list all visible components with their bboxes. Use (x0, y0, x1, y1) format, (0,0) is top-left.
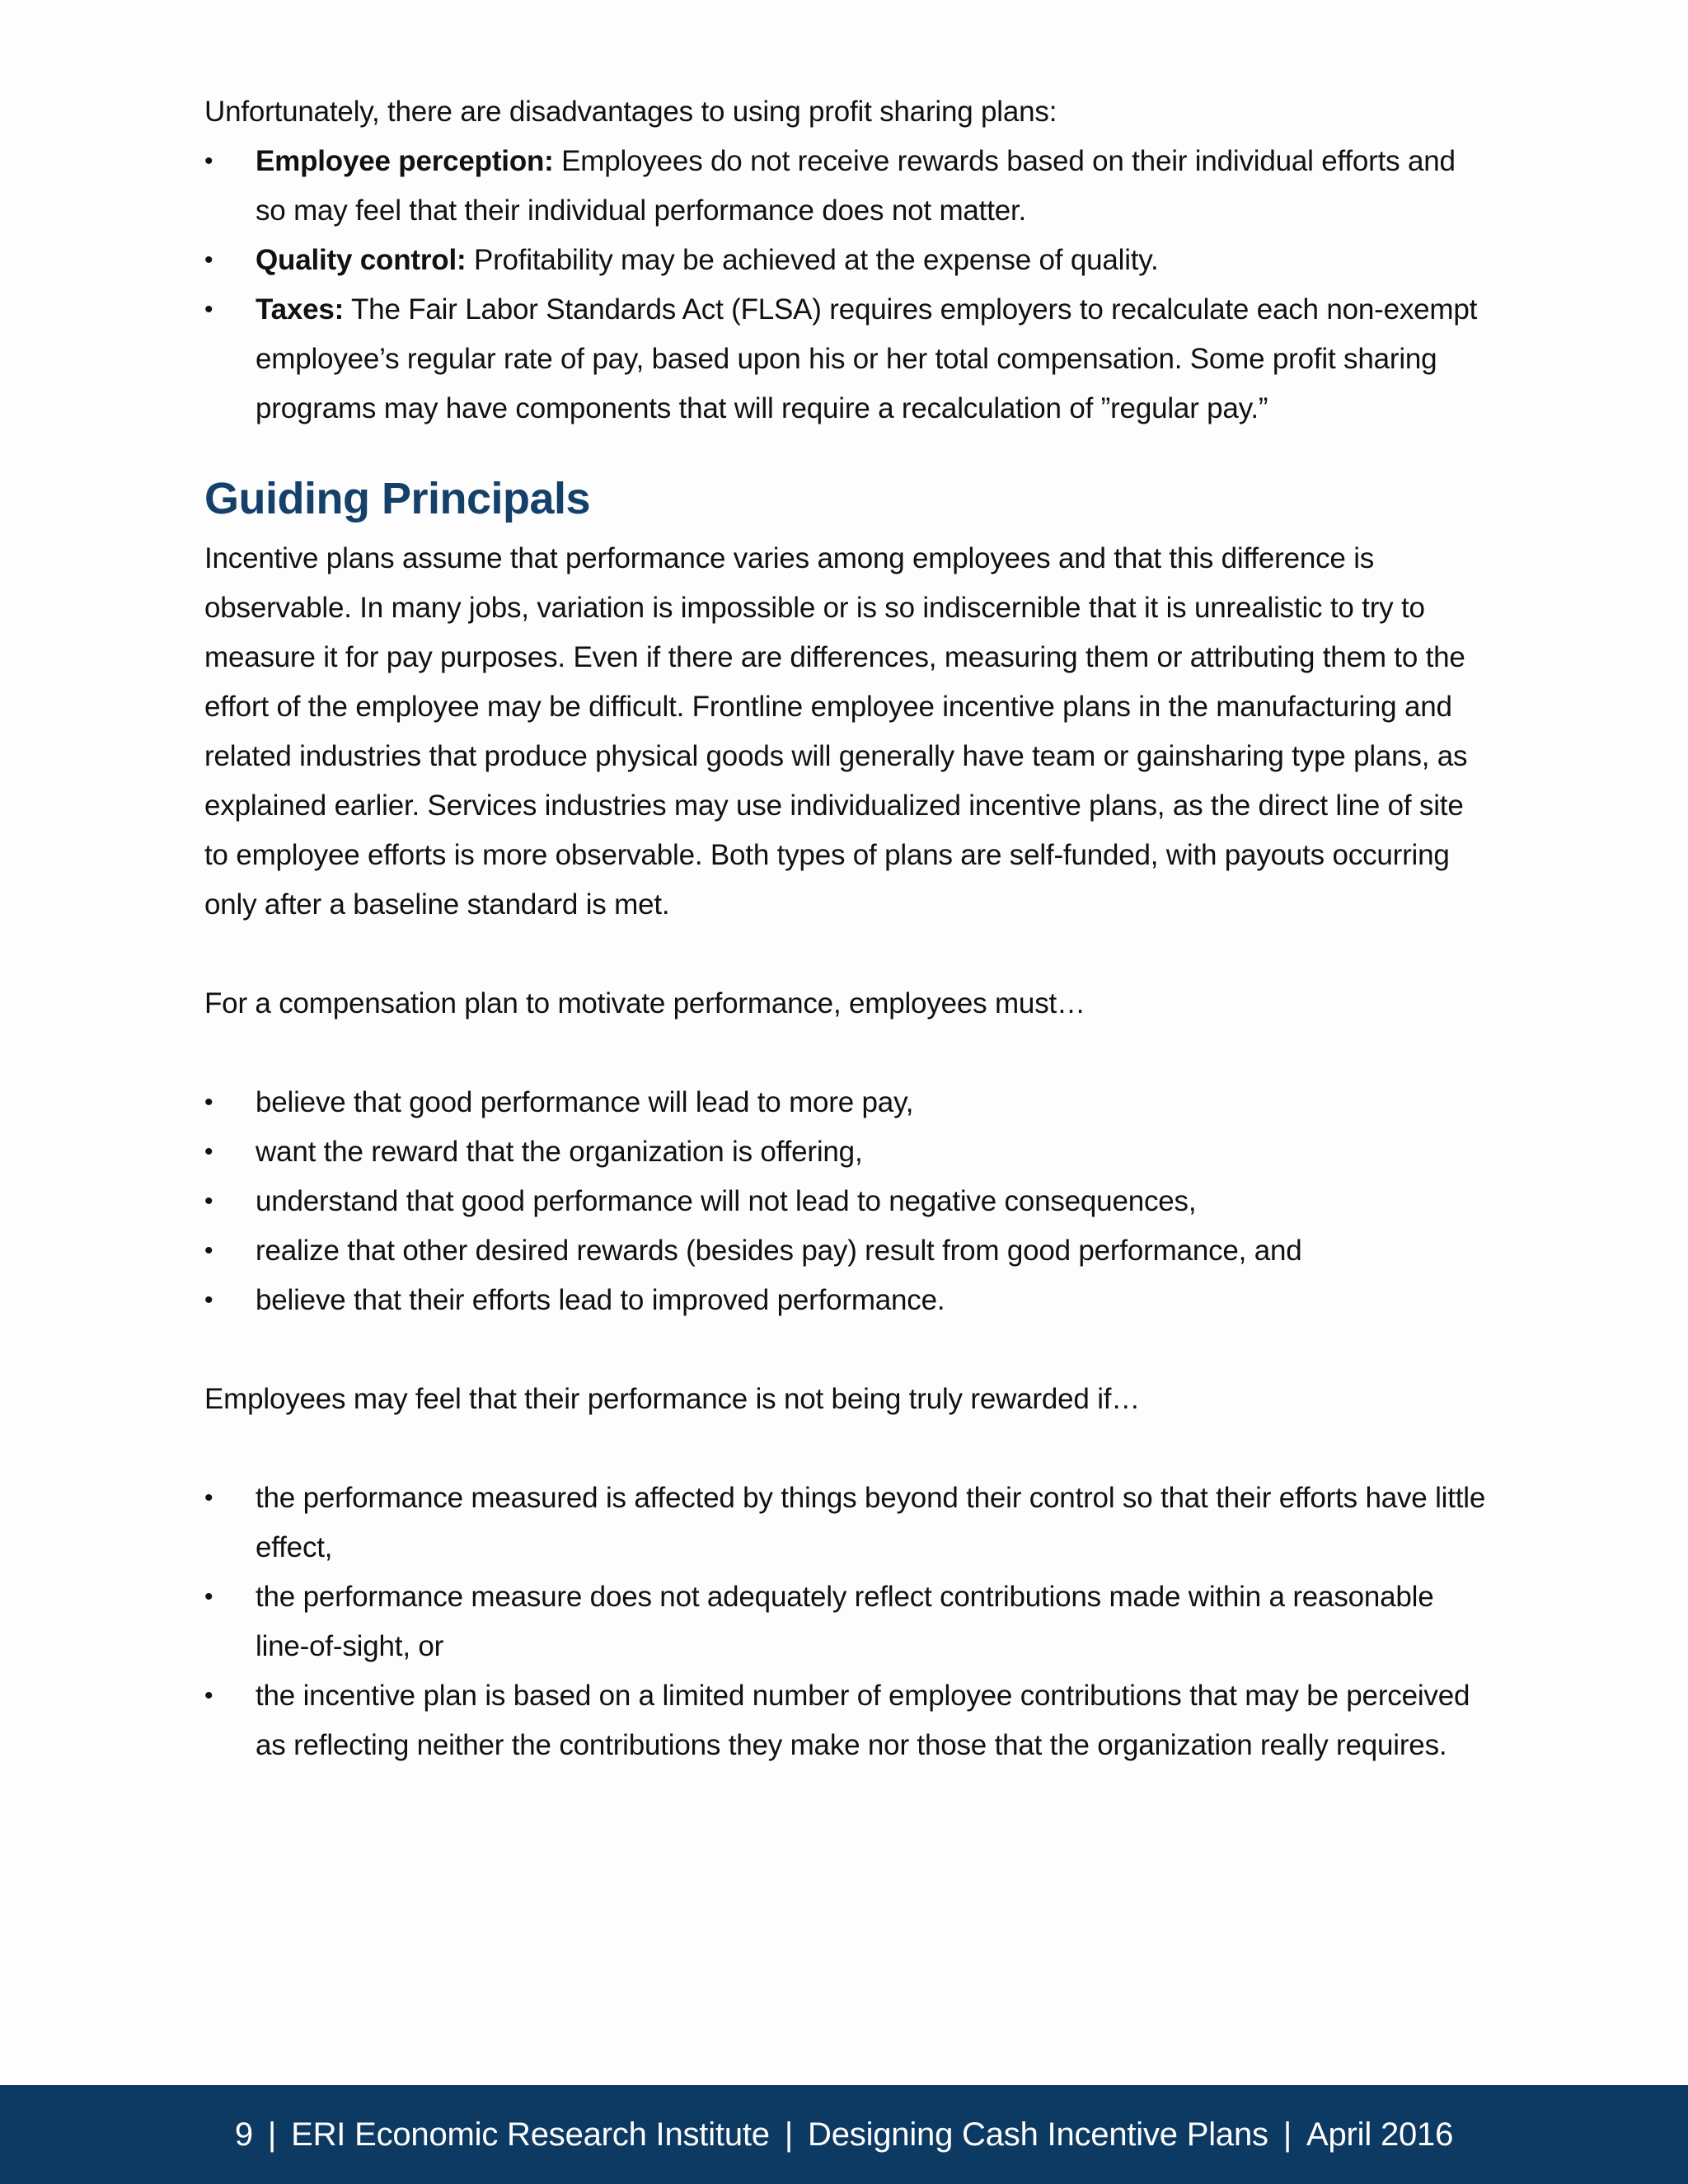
list-item (204, 1226, 1490, 1276)
motivate-list (204, 1078, 1490, 1325)
footer-date: April 2016 (1306, 2116, 1454, 2153)
item-text: Employees do not receive rewards based on their individual efforts and so may feel that their individual performance does not matter. (256, 145, 1456, 227)
section-heading: Guiding Principals (204, 474, 591, 523)
rewarded-intro: Employees may feel that their performance is not being truly rewarded if… (204, 1383, 1141, 1415)
bullet-icon: • (204, 1089, 213, 1116)
item-text: Profitability may be achieved at the expense of quality. (466, 244, 1159, 276)
list-item (204, 137, 1490, 236)
item-text: want the reward that the organization is offering, (256, 1136, 863, 1168)
list-item (204, 1177, 1490, 1226)
section-paragraph: Incentive plans assume that performance varies among employees and that this difference is observable. In many jobs, variation is impossible or is so indiscernible that it is unrealistic to try to measure it for pay purposes. Even if there are differences, measuring them or attributing them to the effort of the employee may be difficult. Frontline employee incentive plans in the manufacturing and related industries that produce physical goods will generally have team or gainsharing type plans, as explained earlier. Services industries may use individualized incentive plans, as the direct line of site to employee efforts is more observable. Both types of plans are self-funded, with payouts occurring only after a baseline standard is met. (204, 542, 1468, 921)
item-text: the incentive plan is based on a limited number of employee contributions that may be perceived as reflecting neither the contributions they make nor those that the organization really requires. (256, 1680, 1470, 1761)
bullet-icon: • (204, 1682, 213, 1709)
bullet-icon: • (204, 246, 213, 274)
bullet-icon: • (204, 1237, 213, 1264)
rewarded-list (204, 1474, 1490, 1770)
list-item (204, 285, 1490, 434)
item-text: realize that other desired rewards (besides pay) result from good performance, and (256, 1235, 1302, 1267)
list-item (204, 236, 1490, 285)
list-item (204, 1078, 1490, 1127)
bullet-icon: • (204, 1583, 213, 1610)
item-label: Taxes: (256, 293, 345, 326)
item-label: Quality control: (256, 244, 467, 276)
item-text: The Fair Labor Standards Act (FLSA) requires employers to recalculate each non-exempt employee’s regular rate of pay, based upon his or her total compensation. Some profit sharing programs may have components that will require a recalculation of ”regular pay.” (256, 293, 1478, 424)
item-text: the performance measure does not adequately reflect contributions made within a reasonable line-of-sight, or (256, 1581, 1434, 1662)
list-item (204, 1671, 1490, 1770)
bullet-icon: • (204, 1286, 213, 1314)
item-text: believe that good performance will lead to more pay, (256, 1086, 914, 1118)
bullet-icon: • (204, 1138, 213, 1165)
bullet-icon: • (204, 296, 213, 323)
list-item (204, 1127, 1490, 1177)
disadvantages-intro: Unfortunately, there are disadvantages to using profit sharing plans: (204, 96, 1057, 128)
bullet-icon: • (204, 148, 213, 175)
bullet-icon: • (204, 1188, 213, 1215)
page-footer (0, 2085, 1688, 2184)
document-page (204, 87, 1490, 1770)
list-item (204, 1474, 1490, 1572)
footer-separator: | (267, 2116, 277, 2153)
item-label: Employee perception: (256, 145, 554, 177)
item-text: understand that good performance will not lead to negative consequences, (256, 1185, 1197, 1217)
list-item (204, 1276, 1490, 1325)
footer-document-title: Designing Cash Incentive Plans (808, 2116, 1268, 2153)
page-number: 9 (234, 2116, 253, 2153)
footer-separator: | (784, 2116, 794, 2153)
list-item (204, 1572, 1490, 1671)
motivate-intro: For a compensation plan to motivate performance, employees must… (204, 987, 1085, 1019)
footer-organization: ERI Economic Research Institute (291, 2116, 770, 2153)
item-text: believe that their efforts lead to improved performance. (256, 1284, 945, 1316)
disadvantages-list (204, 137, 1490, 434)
item-text: the performance measured is affected by things beyond their control so that their efforts have little effect, (256, 1482, 1486, 1563)
bullet-icon: • (204, 1484, 213, 1511)
footer-separator: | (1282, 2116, 1292, 2153)
